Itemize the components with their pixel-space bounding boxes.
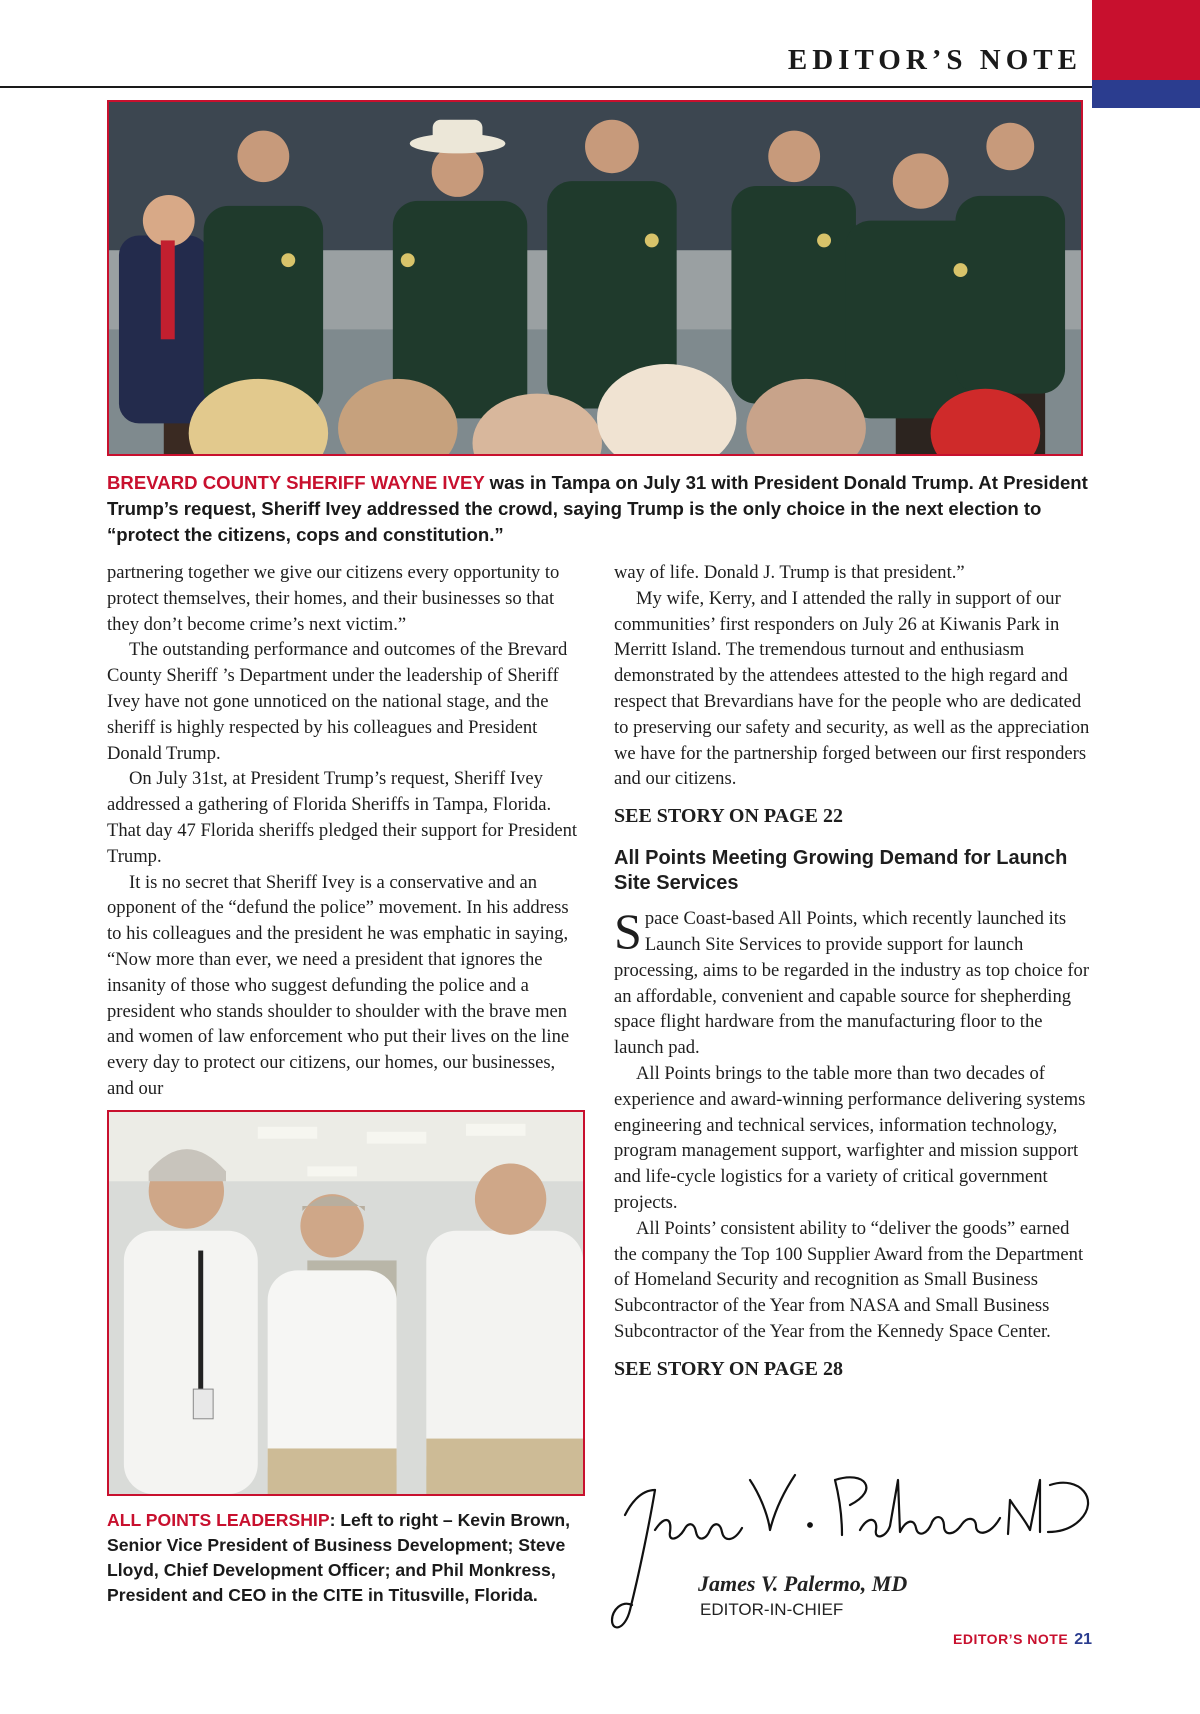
right-column [614, 560, 1092, 1383]
see-story-link: SEE STORY ON PAGE 22 [614, 805, 843, 828]
caption-text: was in Tampa on July 31 with President Donald Trump. At President Trump’s request, Sheriff Ivey addressed the crowd, saying Trump is the only choice in the next election to “protect the citizens, cops and constitution.” [107, 472, 1088, 545]
header-blue-tab [1092, 80, 1200, 108]
paragraph-text: pace Coast-based All Points, which recently launched its Launch Site Services to provide support for launch processing, aims to be regarded in the industry as top choice for an affordable, convenient and capable source for shepherding space flight hardware from the manufacturing floor to the launch pad. [614, 908, 1090, 1059]
paragraph: All Points brings to the table more than two decades of experience and award-winning performance delivering systems engineering and technical services, information technology, program management support, warfighter and mission support and life-cycle logistics for a variety of critical government projects. [614, 1062, 1086, 1213]
left-column [107, 560, 585, 1102]
page-folio [953, 1631, 1092, 1649]
see-story-link: SEE STORY ON PAGE 28 [614, 1357, 843, 1380]
paragraph: It is no secret that Sheriff Ivey is a conservative and an opponent of the “defund the police” movement. In his address to his colleagues and the president he was emphatic in saying, “Now more than ever, we need a president that ignores the insanity of those who suggest defunding the police and a president who stands shoulder to shoulder with the brave men and women of law enforcement who put their lives on the line every day to protect our citizens, our homes, our businesses, and our [107, 871, 570, 1099]
caption-lead: BREVARD COUNTY SHERIFF WAYNE IVEY [107, 472, 485, 493]
caption-text: : Left to right – Kevin Brown, Senior Vice President of Business Development; Steve Lloyd, Chief Development Officer; and Phil Monkress, President and CEO in the CITE in Titusville, Florida. [107, 1510, 571, 1605]
paragraph: partnering together we give our citizens every opportunity to protect themselves, their homes, and their businesses so that they don’t become crime’s next victim.” [107, 562, 560, 635]
paragraph: The outstanding performance and outcomes of the Brevard County Sheriff ’s Department under the leadership of Sheriff Ivey have not gone unnoticed on the national stage, and the sheriff is highly respected by his colleagues and President Donald Trump. [107, 639, 568, 764]
header-rule [0, 86, 1092, 88]
section-title: EDITOR’S NOTE [787, 44, 1082, 76]
leadership-photo-caption [107, 1508, 597, 1608]
paragraph: On July 31st, at President Trump’s request, Sheriff Ivey addressed a gathering of Florida Sheriffs in Tampa, Florida. That day 47 Florida sheriffs pledged their support for President Trump. [107, 768, 578, 867]
editor-name: James V. Palermo, MD [698, 1571, 908, 1596]
paragraph [614, 903, 1092, 1061]
leadership-photo-illustration [109, 1112, 583, 1494]
leadership-photo [107, 1110, 585, 1496]
sheriffs-photo-caption [107, 470, 1097, 548]
page-number: 21 [1074, 1631, 1092, 1648]
sheriffs-photo [107, 100, 1083, 456]
caption-lead: ALL POINTS LEADERSHIP [107, 1510, 330, 1530]
paragraph: All Points’ consistent ability to “deliver the goods” earned the company the Top 100 Supplier Award from the Department of Homeland Security and recognition as Small Business Subcontractor of the Year from NASA and Small Business Subcontractor of the Year from the Kennedy Space Center. [614, 1217, 1084, 1342]
handwritten-signature [610, 1460, 1130, 1640]
sheriffs-photo-illustration [109, 102, 1081, 454]
folio-label: EDITOR’S NOTE [953, 1631, 1069, 1647]
paragraph: My wife, Kerry, and I attended the rally in support of our communities’ first responders on July 26 at Kiwanis Park in Merritt Island. The tremendous turnout and enthusiasm demonstrated by the attendees attested to the high regard and respect that Brevardians have for the people who are dedicated to preserving our safety and security, as well as the appreciation we have for the partnership forged between our first responders and our citizens. [614, 587, 1090, 790]
drop-cap: S [614, 903, 642, 960]
article-subhead: All Points Meeting Growing Demand for Launch Site Services [614, 847, 1068, 895]
editor-title: EDITOR-IN-CHIEF [700, 1600, 844, 1619]
paragraph: way of life. Donald J. Trump is that president.” [614, 562, 965, 583]
header-red-tab [1092, 0, 1200, 80]
